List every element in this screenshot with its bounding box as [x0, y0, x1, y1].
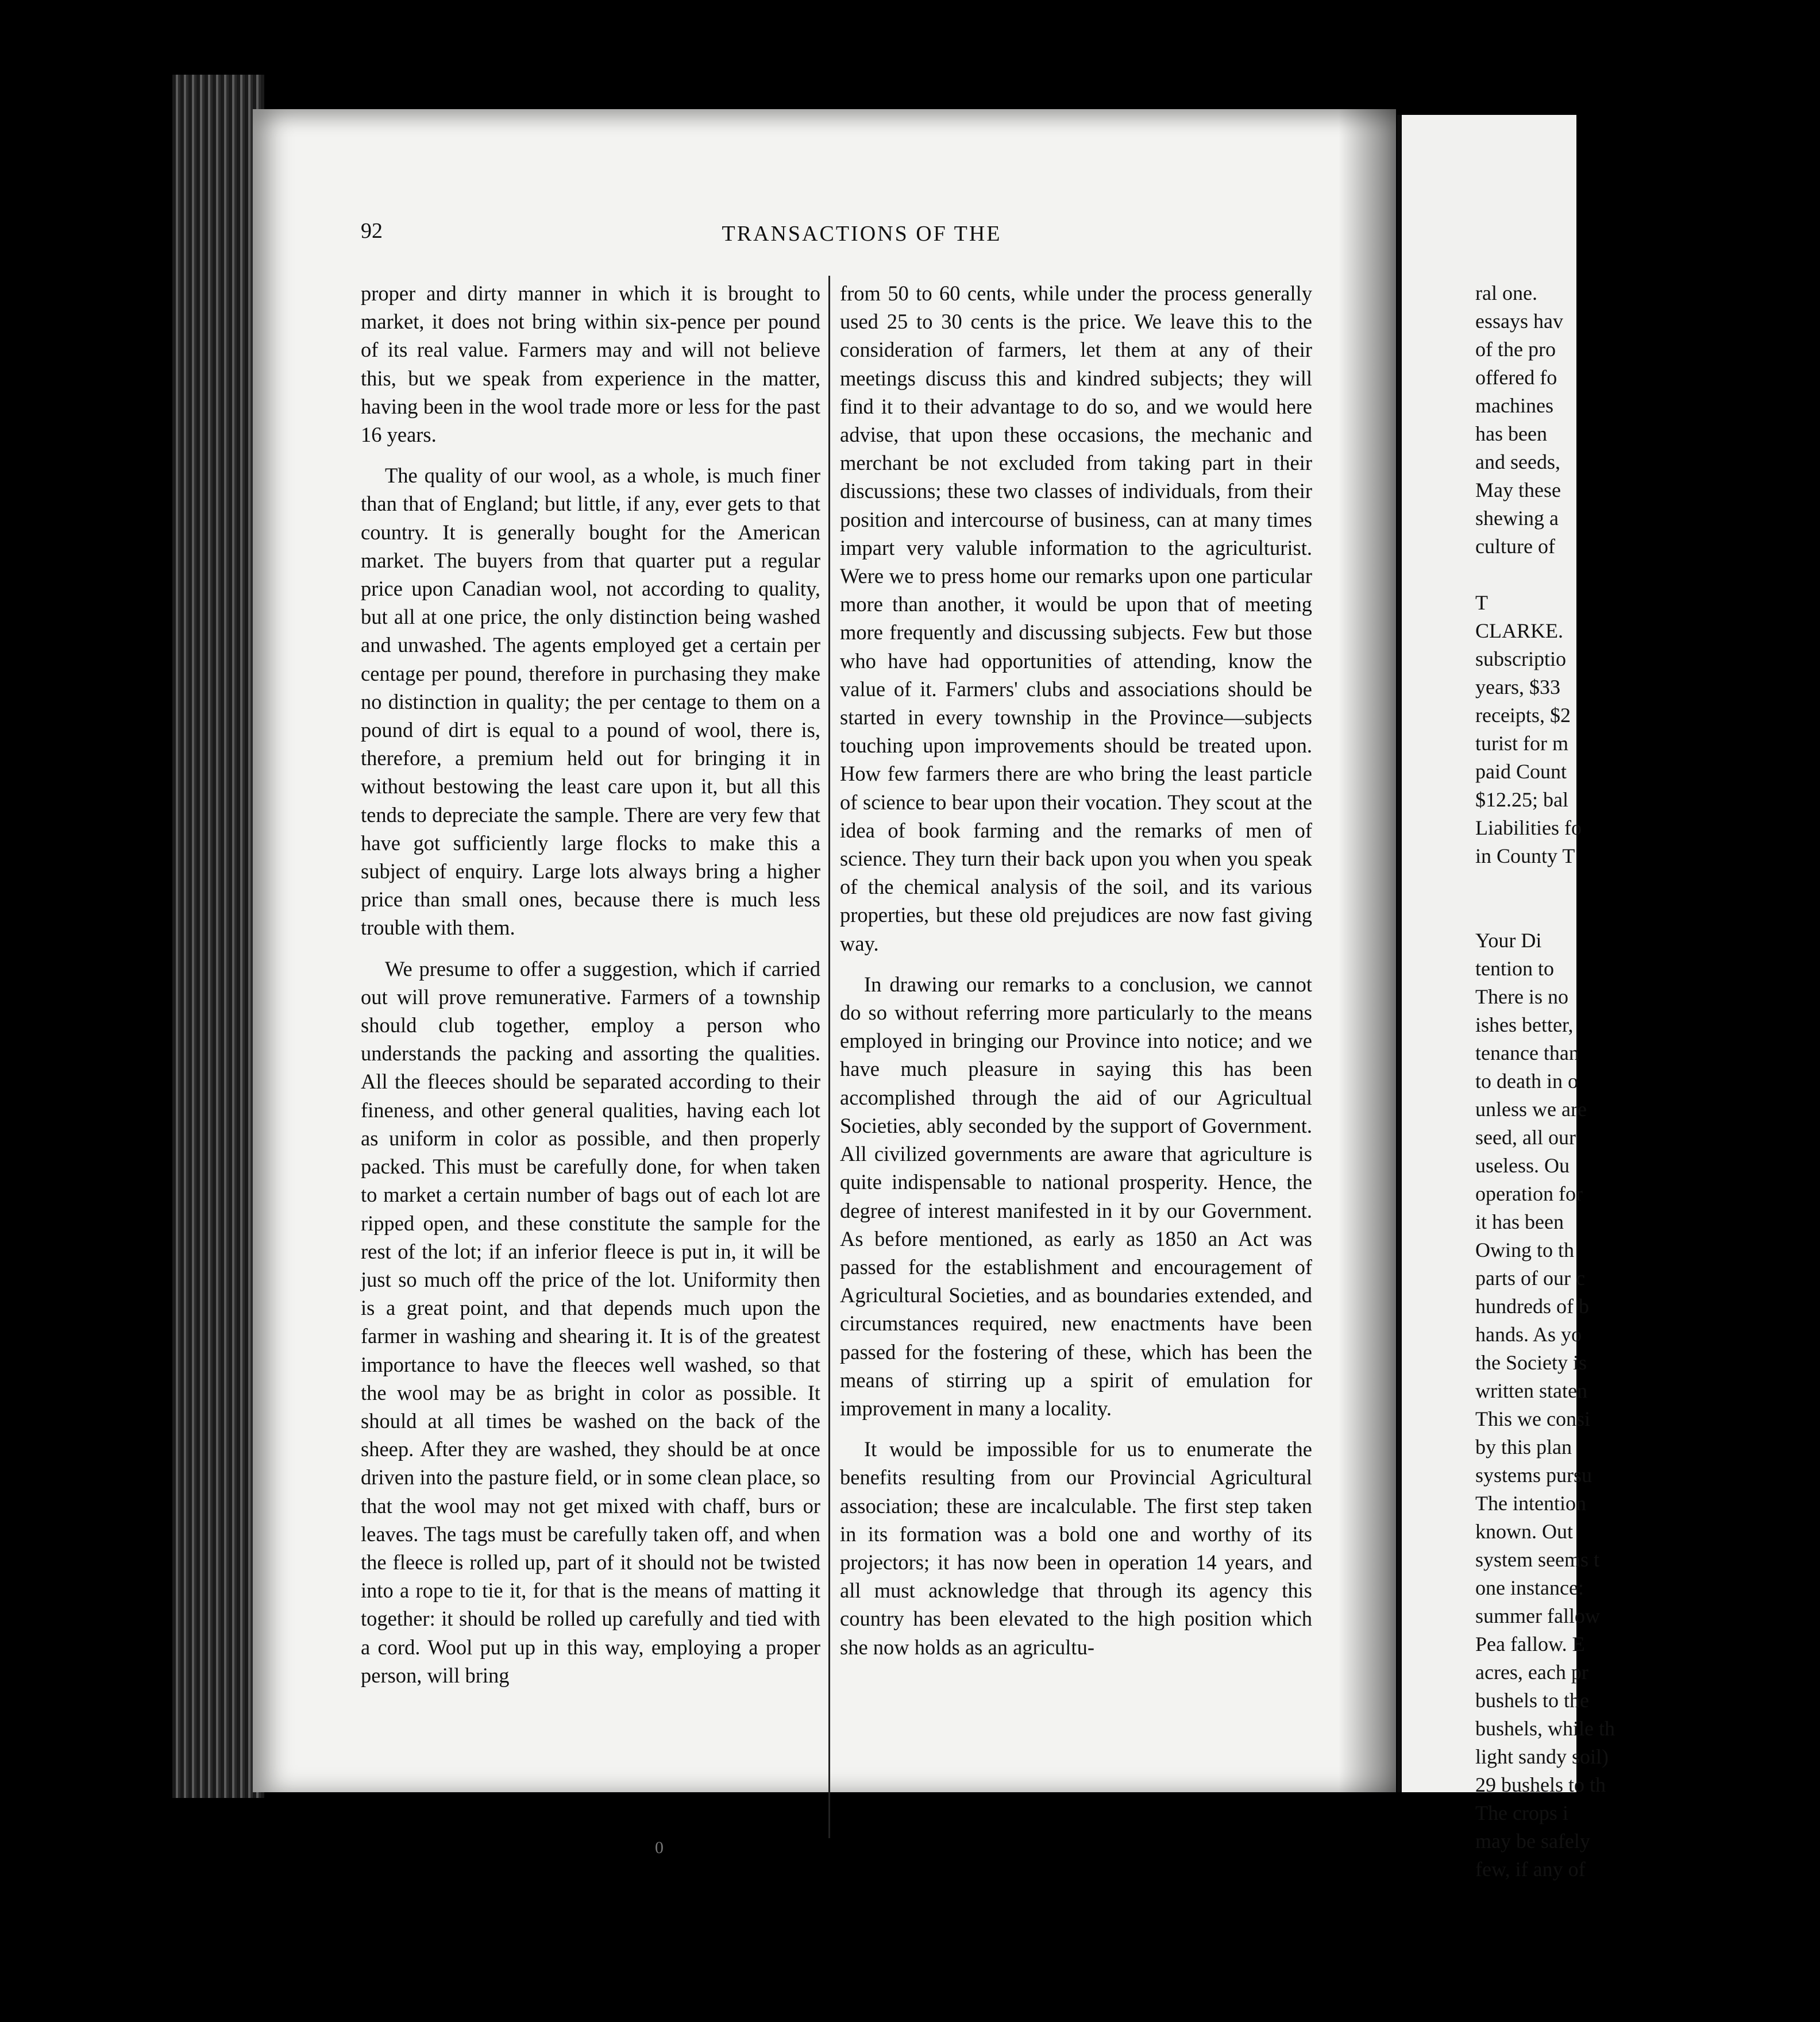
right-page-line: parts of our c [1475, 1267, 1585, 1290]
right-page-line: T [1475, 591, 1488, 614]
right-page-line: Your Di [1475, 929, 1542, 952]
right-page-text-fragment [1475, 279, 1820, 1884]
right-page-line: shewing a [1475, 507, 1559, 530]
page-number: 92 [361, 219, 383, 243]
book-page-edges [172, 75, 264, 1798]
gutter-shadow [1339, 109, 1402, 1792]
right-page-line: may be safely [1475, 1830, 1590, 1853]
paragraph: In drawing our remarks to a conclusion, we cannot do so without referring more particularly to the means employed in bringing our Province into notice; and we have much pleasure in saying this has been accomplished through the aid of our Agricultual Societies, ably seconded by the support of Government. All civilized governments are aware that agriculture is quite indispensable to national prosperity. Hence, the degree of interest manifested in it by our Government. As before mentioned, as early as 1850 an Act was passed for the establishment and encouragement of Agricultural Societies, and as boundaries extended, and circumstances required, new enactments have been passed for the fostering of these, which has been the means of stirring up a spirit of emulation for improvement in many a locality. [840, 972, 1312, 1420]
right-page-line: seed, all our [1475, 1126, 1576, 1149]
right-page-line: Owing to th [1475, 1238, 1575, 1261]
right-page-line: ishes better, [1475, 1013, 1574, 1036]
right-page-line: machines [1475, 394, 1553, 417]
right-page-line [1475, 561, 1820, 589]
right-page-line: it has been [1475, 1210, 1564, 1233]
right-page-line: This we consi [1475, 1407, 1590, 1430]
right-page-line: summer fallow [1475, 1604, 1600, 1627]
running-title: TRANSACTIONS OF THE [722, 222, 1002, 246]
right-page-line: and seeds, [1475, 450, 1560, 473]
middle-text-column [840, 279, 1312, 1661]
right-page-line: has been [1475, 422, 1547, 445]
right-page-line: acres, each pr [1475, 1661, 1588, 1684]
right-page-line: Pea fallow. E [1475, 1633, 1585, 1656]
right-page-line [1475, 870, 1820, 898]
right-page-line: The crops i [1475, 1801, 1568, 1824]
paragraph: The quality of our wool, as a whole, is much finer than that of England; but little, if any, ever gets to that country. It is generally bought for the American market. The buyers from that quarter put a regular price upon Canadian wool, not according to quality, but all at one price, the only distinction being washed and unwashed. The agents employed get a certain per centage per pound, therefore in purchasing they make no distinction in quality; the per centage to them on a pound of dirt is equal to a pound of wool, there is, therefore, a premium held out for bringing it in without bestowing the least care upon it, but all this tends to depreciate the sample. There are very few that have got sufficiently large flocks to make this a subject of enquiry. Large lots always bring a higher price than small ones, because there is much less trouble with them. [361, 464, 820, 940]
right-page-line: systems pursu [1475, 1464, 1592, 1487]
right-page-line: system seems t [1475, 1548, 1599, 1571]
right-page-line: to death in o [1475, 1070, 1578, 1093]
right-page-line: CLARKE. [1475, 619, 1563, 642]
right-page-line: useless. Ou [1475, 1154, 1570, 1177]
paragraph: It would be impossible for us to enumerate the benefits resulting from our Provincial Agricultural association; these are incalculable. The first step taken in its formation was a bold one and worthy of its projectors; it has now been in operation 14 years, and all must acknowledge that through its agency this country has been elevated to the high position which she now holds as an agricultu- [840, 1437, 1312, 1659]
right-page-line: bushels, while th [1475, 1717, 1615, 1740]
gutter-line [1397, 115, 1402, 1792]
paragraph: proper and dirty manner in which it is brought to market, it does not bring within six-pence per pound of its real value. Farmers may and will not believe this, but we speak from experience in the matter, having been in the wool trade more or less for the past 16 years. [361, 281, 820, 447]
left-text-column [361, 279, 820, 1689]
right-page-line: known. Out [1475, 1520, 1573, 1543]
right-page-line: one instance: [1475, 1576, 1584, 1599]
right-page-line: turist for m [1475, 732, 1568, 755]
right-page-line: essays hav [1475, 310, 1563, 333]
right-page-line: paid Count [1475, 760, 1567, 783]
footer-mark: 0 [655, 1838, 664, 1857]
column-divider [828, 276, 830, 1838]
right-page-line: May these [1475, 479, 1561, 501]
right-page-line: light sandy soil) [1475, 1745, 1609, 1768]
right-page-line: the Society is [1475, 1351, 1587, 1374]
right-page-line [1475, 898, 1820, 927]
right-page-line: hundreds of b [1475, 1295, 1589, 1318]
paragraph: We presume to offer a suggestion, which if carried out will prove remunerative. Farmers of a township should club together, employ a person who understands the packing and assorting the qualities. All the fleeces should be separated according to their fineness, and other general qualities, having each lot as uniform in color as possible, and then properly packed. This must be carefully done, for when taken to market a certain number of bags out of each lot are ripped open, and these constitute the sample for the rest of the lot; if an inferior fleece is put in, it will be just so much off the price of the lot. Uniformity then is a great point, and that depends much upon the farmer in washing and shearing it. It is of the greatest importance to have the fleeces well washed, so that the wool may be as bright in color as possible. It should at all times be washed on the back of the sheep. After they are washed, they should be at once driven into the pasture field, or in some clean place, so that the wool may not get mixed with chaff, burs or leaves. The tags must be carefully taken off, and when the fleece is rolled up, part of it should not be twisted into a rope to tie it, for that is the means of matting it together: it should be rolled up carefully and tied with a cord. Wool put up in this way, employing a proper person, will bring [361, 956, 820, 1687]
right-page-line: tention to [1475, 957, 1554, 980]
right-page-line: The intention [1475, 1492, 1586, 1515]
right-page-line: by this plan [1475, 1436, 1572, 1458]
right-page-line: There is no [1475, 985, 1568, 1008]
right-page-line: culture of [1475, 535, 1555, 558]
right-page-line: years, $33 [1475, 676, 1560, 699]
right-page-line: offered fo [1475, 366, 1557, 389]
right-page-line: hands. As yo [1475, 1323, 1582, 1346]
right-page-line: ral one. [1475, 281, 1537, 304]
right-page-line: of the pro [1475, 338, 1556, 361]
right-page-line: written staten [1475, 1379, 1587, 1402]
right-page-line: bushels to the [1475, 1689, 1589, 1712]
right-page-line: $12.25; bal [1475, 788, 1568, 811]
right-page-line: in County T [1475, 844, 1575, 867]
right-page-line: tenance than [1475, 1041, 1579, 1064]
right-page-line: receipts, $2 [1475, 704, 1571, 727]
right-page-line: 29 bushels to th [1475, 1773, 1606, 1796]
right-page-line: operation for [1475, 1182, 1583, 1205]
paragraph: from 50 to 60 cents, while under the process generally used 25 to 30 cents is the price. We leave this to the consideration of farmers, let them at any of their meetings discuss this and kindred subjects; they will find it to their advantage to do so, and we would here advise, that upon these occasions, the mechanic and merchant be not excluded from taking part in their discussions; these two classes of individuals, from their position and intercourse of business, can at many times impart very valuble information to the agriculturist. Were we to press home our remarks upon one particular more than another, it would be upon that of meeting more frequently and discussing subjects. Few but those who have had opportunities of attending, know the value of it. Farmers' clubs and associations should be started in every township in the Province—subjects touching upon improvements should be treated upon. How few farmers there are who bring the least particle of science to bear upon their vocation. They scout at the idea of book farming and the remarks of men of science. They turn their back upon you when you speak of the chemical analysis of the soil, and its various properties, but these old prejudices are now fast giving way. [840, 281, 1312, 955]
right-page-line: unless we are [1475, 1098, 1587, 1121]
right-page-line: few, if any of [1475, 1858, 1586, 1881]
right-page-line: Liabilities fo [1475, 816, 1582, 839]
right-page-line: subscriptio [1475, 647, 1566, 670]
